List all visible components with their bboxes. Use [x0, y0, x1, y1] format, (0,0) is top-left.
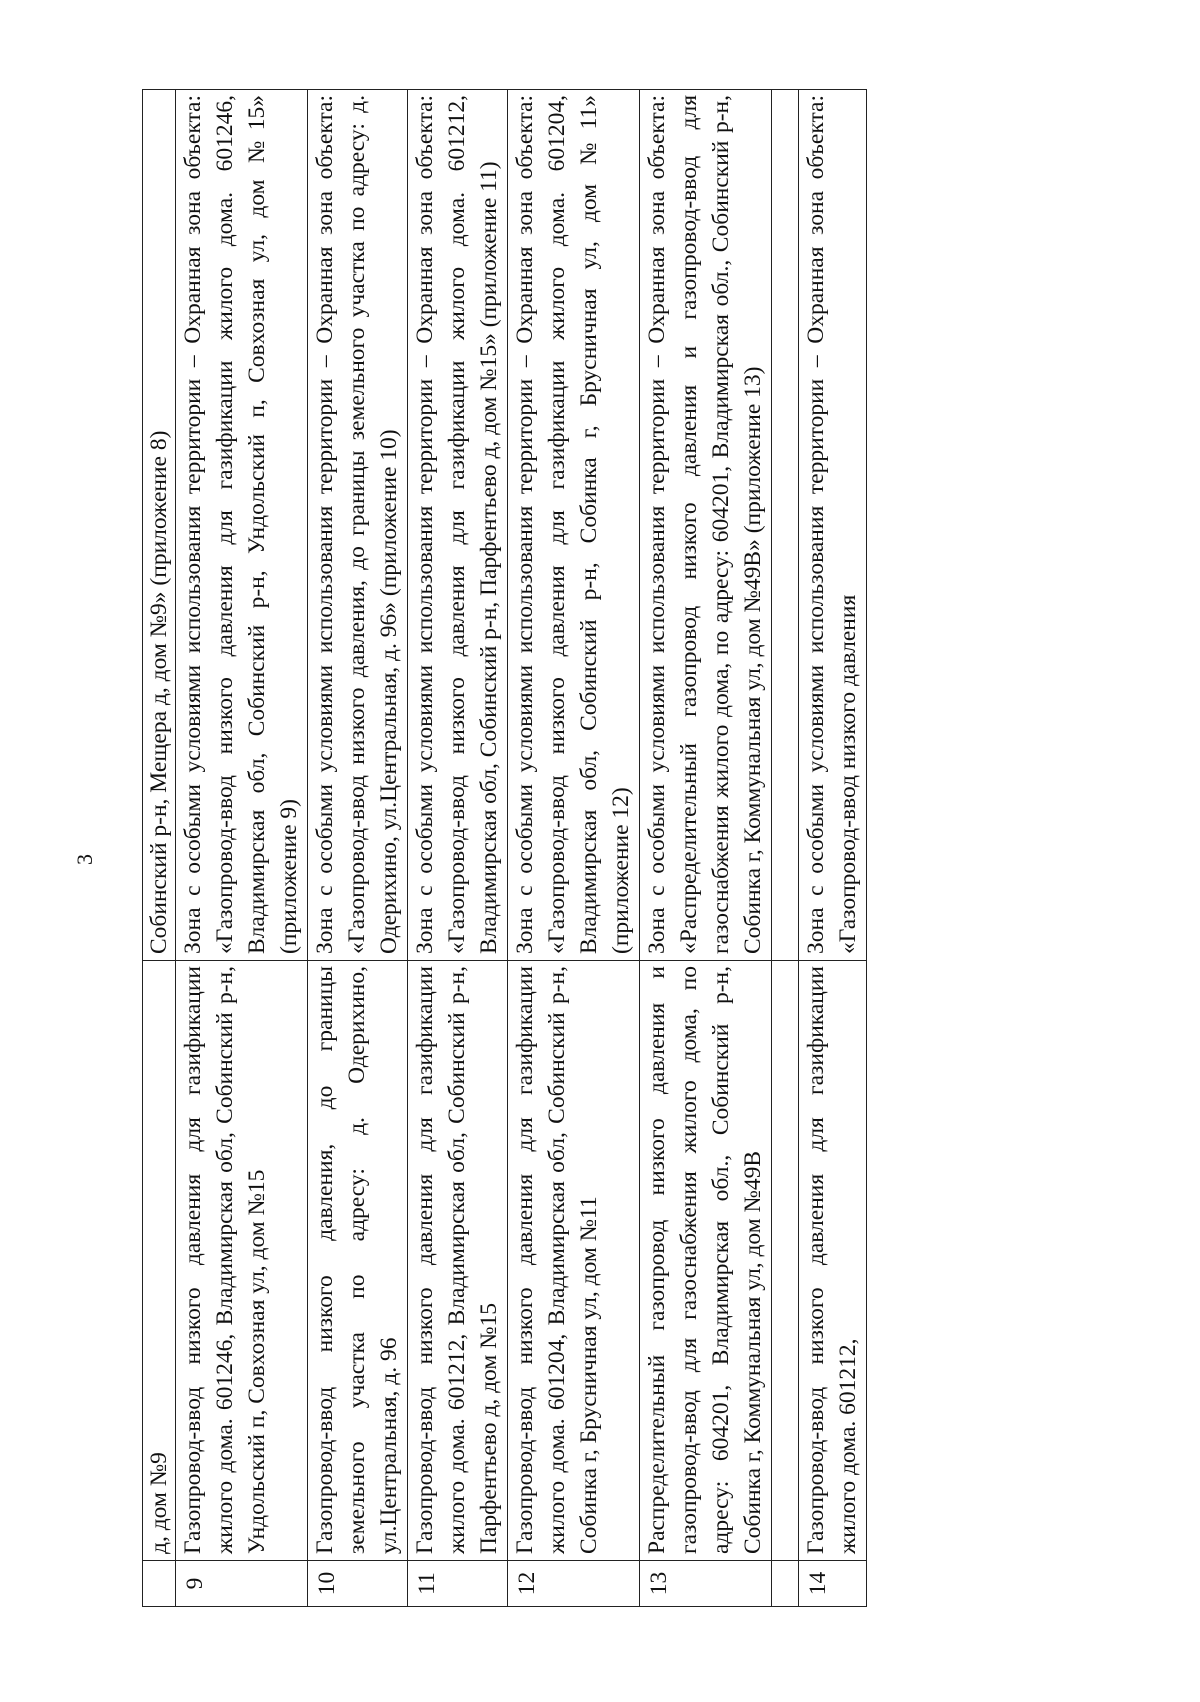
cell-object: Распределительный газопровод низкого давления и газопровод-ввод для газоснабжения жилого дома, по адресу: 604201, Владимирская обл., Собинский р-н, Собинка г, Коммунальная ул, дом №49В	[640, 961, 772, 1561]
table-row	[508, 90, 640, 1607]
cell-zone: Зона с особыми условиями использования территории – Охранная зона объекта: «Газопровод-ввод низкого давления	[799, 90, 867, 961]
cell-object: Газопровод-ввод низкого давления для газификации жилого дома. 601246, Владимирская обл, Собинский р-н, Ундольский п, Совхозная ул, дом №15	[176, 961, 308, 1561]
table-row	[408, 90, 508, 1607]
cell-zone: Зона с особыми условиями использования территории – Охранная зона объекта: «Газопровод-ввод низкого давления для газификации жилого дома. 601246, Владимирская обл, Собинский р-н, Ундольский п, Совхозная ул, дом №15» (приложение 9)	[176, 90, 308, 961]
cell-zone: Зона с особыми условиями использования территории – Охранная зона объекта: «Газопровод-ввод низкого давления, до границы земельного участка по адресу: д. Одерихино, ул.Центральная, д. 96» (приложение 10)	[308, 90, 408, 961]
cell-num: 10	[308, 1561, 408, 1607]
cell-object: Газопровод-ввод низкого давления для газификации жилого дома. 601212,	[799, 961, 867, 1561]
cell-object: Газопровод-ввод низкого давления для газификации жилого дома. 601204, Владимирская обл, Собинский р-н, Собинка г, Брусничная ул, дом №11	[508, 961, 640, 1561]
table-row	[308, 90, 408, 1607]
cell-num	[143, 1561, 176, 1607]
gas-pipeline-zones-table	[142, 89, 867, 1607]
rotated-page	[72, 90, 1062, 1607]
cell-num: 9	[176, 1561, 308, 1607]
table-row	[640, 90, 772, 1607]
cell-num: 12	[508, 1561, 640, 1607]
table-row-spacer	[772, 90, 799, 1607]
cell-num: 14	[799, 1561, 867, 1607]
cell-empty	[772, 90, 799, 961]
cell-object: Газопровод-ввод низкого давления, до границы земельного участка по адресу: д. Одерихино, ул.Центральная, д. 96	[308, 961, 408, 1561]
cell-object: Газопровод-ввод низкого давления для газификации жилого дома. 601212, Владимирская обл, Собинский р-н, Парфентьево д, дом №15	[408, 961, 508, 1561]
table-row	[799, 90, 867, 1607]
table-row-continuation	[143, 90, 176, 1607]
cell-zone: Зона с особыми условиями использования территории – Охранная зона объекта: «Газопровод-ввод низкого давления для газификации жилого дома. 601212, Владимирская обл, Собинский р-н, Парфентьево д, дом №15» (приложение 11)	[408, 90, 508, 961]
cell-zone: Зона с особыми условиями использования территории – Охранная зона объекта: «Газопровод-ввод низкого давления для газификации жилого дома. 601204, Владимирская обл, Собинский р-н, Собинка г, Брусничная ул, дом №11» (приложение 12)	[508, 90, 640, 961]
cell-empty	[772, 1561, 799, 1607]
table-row	[176, 90, 308, 1607]
page-number: 3	[72, 854, 97, 865]
cell-object: д, дом №9	[143, 961, 176, 1561]
cell-num: 11	[408, 1561, 508, 1607]
cell-zone: Собинский р-н, Мещера д, дом №9» (приложение 8)	[143, 90, 176, 961]
cell-num: 13	[640, 1561, 772, 1607]
cell-zone: Зона с особыми условиями использования территории – Охранная зона объекта: «Распределительный газопровод низкого давления и газопровод-ввод для газоснабжения жилого дома, по адресу: 604201, Владимирская обл., Собинский р-н, Собинка г, Коммунальная ул, дом №49В» (приложение 13)	[640, 90, 772, 961]
cell-empty	[772, 961, 799, 1561]
